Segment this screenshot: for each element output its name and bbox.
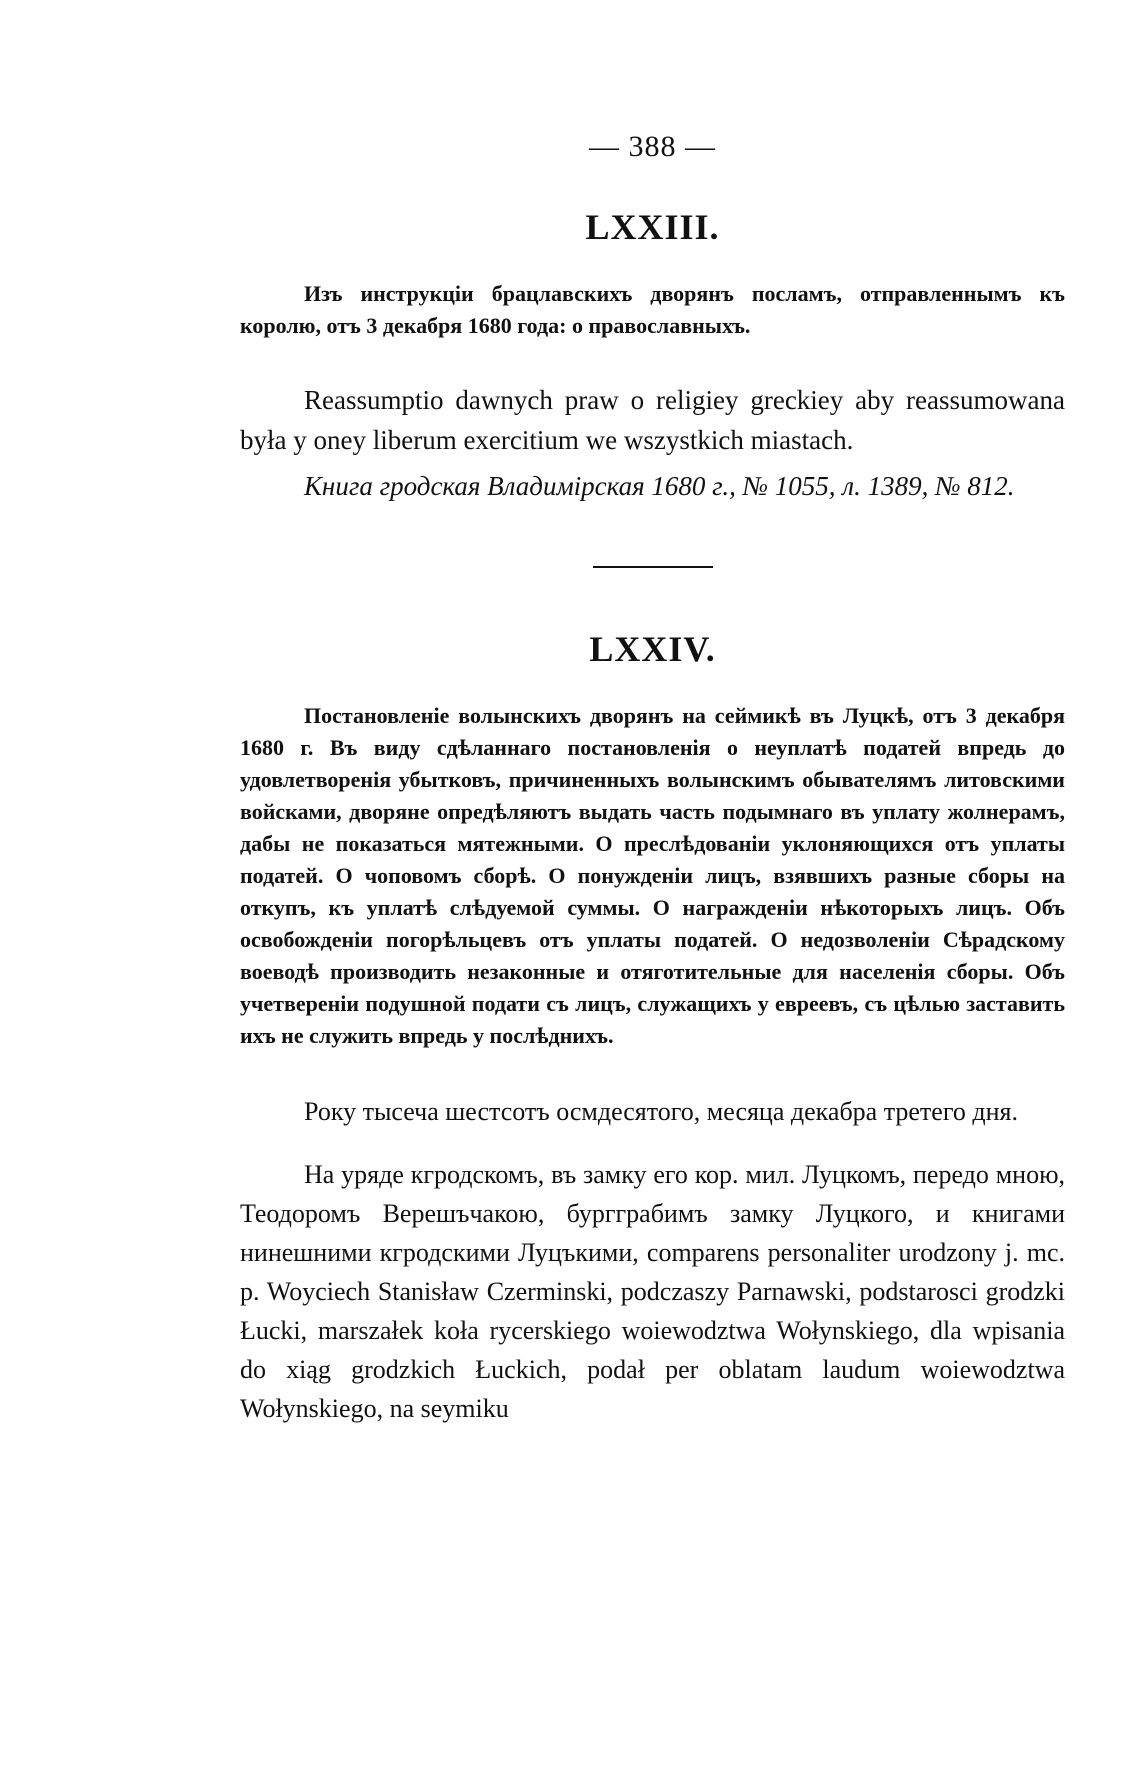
section-lxxiv xyxy=(240,628,1065,1428)
page-number: — 388 — xyxy=(589,130,716,163)
section-summary: Изъ инструкціи брацлавскихъ дворянъ посламъ, отправленнымъ къ королю, отъ 3 декабря 1680 года: о православныхъ. xyxy=(240,281,1065,338)
body-paragraph: Року тысеча шестсотъ осмдесятого, месяца декабра третего дня. xyxy=(304,1097,1018,1126)
section-title: LXXIII. xyxy=(585,207,720,247)
latin-heading: Reassumptio dawnych praw o religiey greckiey aby reassumowana była y oney liberum exercitium we wszystkich miastach. xyxy=(240,385,1065,455)
section-title: LXXIV. xyxy=(589,629,716,669)
section-divider xyxy=(593,566,713,568)
body-paragraph: На уряде кгродскомъ, въ замку его кор. мил. Луцкомъ, передо мною, Теодоромъ Верешъчакою, бургграбимъ замку Луцкого, и книгами нинешними кгродскими Луцъкими, comparens personaliter urodzony j. mc. p. Woyciech Stanisław Czerminski, podczaszy Parnawski, podstarosci grodzki Łucki, marszałek koła rycerskiego woiewodztwa Wołynskiego, dla wpisania do xiąg grodzkich Łuckich, podał per oblatam laudum woiewodztwa Wołynskiego, na seymiku xyxy=(240,1160,1065,1423)
source-citation: Книга гродская Владимірская 1680 г., № 1055, л. 1389, № 812. xyxy=(304,471,1015,501)
section-lxxiii xyxy=(240,206,1065,506)
section-summary: Постановленіе волынскихъ дворянъ на сеймикѣ въ Луцкѣ, отъ 3 декабря 1680 г. Въ виду сдѣланнаго постановленія о неуплатѣ податей впредь до удовлетворенія убытковъ, причиненныхъ волынскимъ обывателямъ литовскими войсками, дворяне опредѣляютъ выдать часть подымнаго въ уплату жолнерамъ, дабы не показаться мятежными. О преслѣдованіи уклоняющихся отъ уплаты податей. О чоповомъ сборѣ. О понужденіи лицъ, взявшихъ разные сборы на откупъ, къ уплатѣ слѣдуемой суммы. О награжденіи нѣкоторыхъ лицъ. Объ освобожденіи погорѣльцевъ отъ уплаты податей. О недозволеніи Сѣрадскому воеводѣ производить незаконные и отяготительные для населенія сборы. Объ учетвереніи подушной подати съ лицъ, служащихъ у евреевъ, съ цѣлью заставить ихъ не служить впредь у послѣднихъ. xyxy=(240,703,1065,1048)
document-page xyxy=(240,130,1065,1428)
